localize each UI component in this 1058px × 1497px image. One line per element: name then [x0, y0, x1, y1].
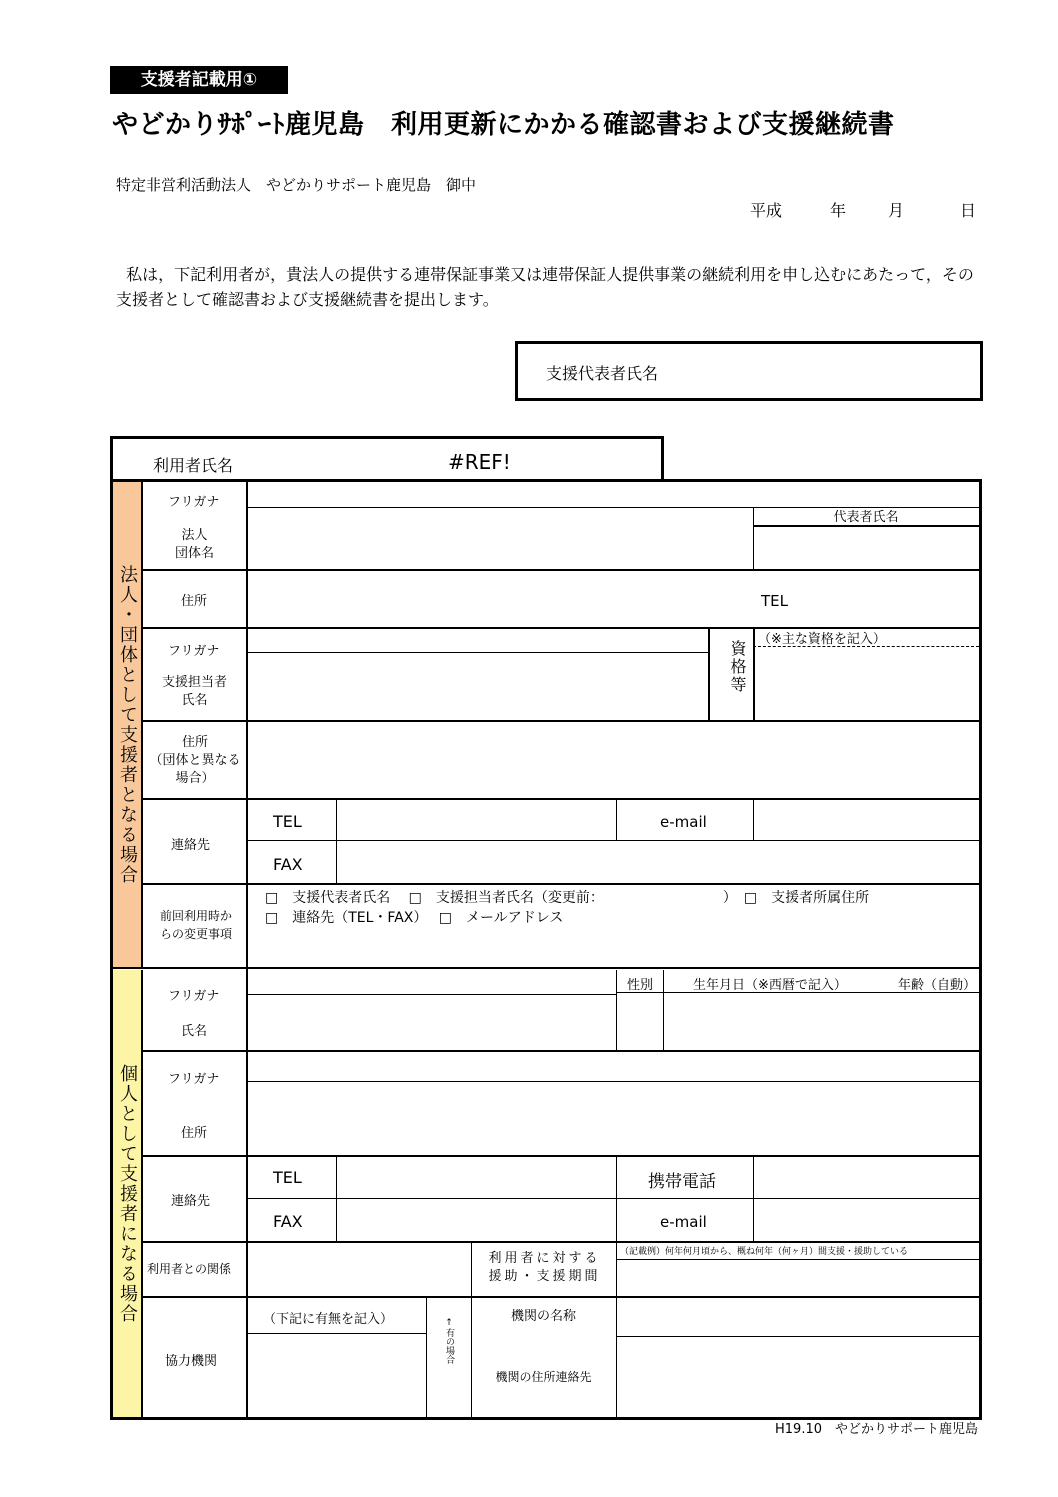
date-year: 年 [830, 201, 847, 220]
line [143, 569, 979, 571]
indiv-furigana2-label: フリガナ [168, 1072, 220, 1087]
line [246, 994, 616, 995]
if-yes-label: ↑有の場合 [444, 1318, 454, 1364]
relation-label: 利用者との関係 [147, 1262, 232, 1276]
section-divider [113, 967, 979, 969]
user-name-label: 利用者氏名 [153, 456, 234, 475]
line [616, 1259, 979, 1260]
date-month: 月 [888, 201, 905, 220]
line [753, 627, 755, 720]
line [246, 1198, 979, 1199]
form-table [110, 479, 982, 1420]
line [143, 1296, 979, 1298]
representative-box[interactable] [515, 341, 983, 401]
line [143, 720, 979, 722]
indiv-name-label: 氏名 [181, 1024, 208, 1039]
page-title: やどかりｻﾎﾟｰﾄ鹿児島 利用更新にかかる確認書および支援継続書 [112, 110, 895, 140]
indiv-address-label: 住所 [181, 1126, 208, 1141]
corp-side-label: 法人・団体として支援者となる場合 [113, 482, 143, 967]
date-era: 平成 [750, 201, 783, 220]
birth-label: 生年月日（※西暦で記入） [693, 978, 847, 993]
line [663, 970, 664, 1050]
age-label: 年齢（自動） [898, 978, 977, 993]
label-col-line [246, 482, 248, 1417]
user-name-box[interactable] [110, 436, 664, 481]
changes-options-1[interactable]: □ 支援代表者氏名 □ 支援担当者氏名（変更前： ） □ 支援者所属住所 [265, 890, 870, 906]
line [143, 798, 979, 800]
representative-label: 支援代表者氏名 [546, 364, 659, 383]
line [708, 627, 710, 720]
corp-contact-label: 連絡先 [171, 838, 211, 853]
rep-name-label: 代表者氏名 [833, 510, 899, 525]
corp-furigana-label: フリガナ [168, 495, 220, 510]
indiv-tel: TEL [273, 1168, 302, 1187]
qualification-note: （※主な資格を記入） [758, 632, 886, 647]
form-tag: 支援者記載用① [110, 66, 288, 94]
line [426, 1296, 427, 1417]
indiv-contact-label: 連絡先 [171, 1194, 211, 1209]
corp-contact-tel: TEL [273, 812, 302, 831]
line [471, 1241, 472, 1296]
period-example: （記載例）何年何月頃から、概ね何年（何ヶ月）間支援・援助している [620, 1247, 909, 1257]
line [753, 798, 754, 840]
indiv-fax: FAX [273, 1212, 303, 1231]
corp-contact-fax: FAX [273, 855, 303, 874]
changes-label: 前回利用時か らの変更事項 [159, 909, 232, 941]
support-period-label: 利用者に対する 援助・支援期間 [488, 1251, 601, 1284]
indiv-email: e-mail [660, 1213, 707, 1231]
line [246, 1333, 426, 1334]
date-day: 日 [960, 201, 977, 220]
line [246, 1081, 979, 1082]
line [616, 1241, 617, 1296]
corp-address-label: 住所 [181, 594, 208, 609]
corp-name-label: 法人 団体名 [174, 528, 214, 561]
addressee: 特定非営利活動法人 やどかりサポート鹿児島 御中 [116, 176, 477, 194]
corp-tel-label: TEL [761, 592, 788, 610]
line [246, 652, 708, 653]
org-address-label: 機関の住所連絡先 [495, 1370, 592, 1384]
staff-furigana-label: フリガナ [168, 644, 220, 659]
line [616, 970, 617, 1050]
line [616, 1336, 979, 1337]
line [143, 1155, 979, 1157]
coop-label: 協力機関 [165, 1354, 218, 1369]
address2-label: 住所 （団体と異なる場合） [149, 735, 241, 786]
line [143, 1050, 979, 1052]
staff-name-label: 支援担当者 氏名 [161, 675, 227, 708]
sex-label: 性別 [627, 978, 654, 993]
indiv-furigana-label: フリガナ [168, 989, 220, 1004]
indiv-side-label: 個人として支援者になる場合 [113, 970, 143, 1417]
org-name-label: 機関の名称 [510, 1309, 576, 1324]
changes-options-2[interactable]: □ 連絡先（TEL・FAX） □ メールアドレス [265, 910, 564, 926]
line [143, 1241, 979, 1243]
statement [116, 262, 976, 312]
line [246, 840, 979, 841]
coop-note: （下記に有無を記入） [263, 1312, 394, 1327]
footer: H19.10 やどかりサポート鹿児島 [775, 1422, 978, 1437]
line [616, 798, 617, 840]
line [143, 883, 979, 885]
corp-contact-email: e-mail [660, 813, 707, 831]
line [753, 646, 979, 647]
line [246, 507, 979, 508]
statement-text: 私は，下記利用者が，貴法人の提供する連帯保証事業又は連帯保証人提供事業の継続利用を申し込むにあたって，その支援者として確認書および支援継続書を提出します。 [116, 265, 974, 309]
user-name-value: #REF! [448, 450, 511, 474]
line [616, 1296, 617, 1417]
indiv-mobile: 携帯電話 [648, 1172, 716, 1192]
qualification-label: 資格等 [728, 640, 747, 694]
